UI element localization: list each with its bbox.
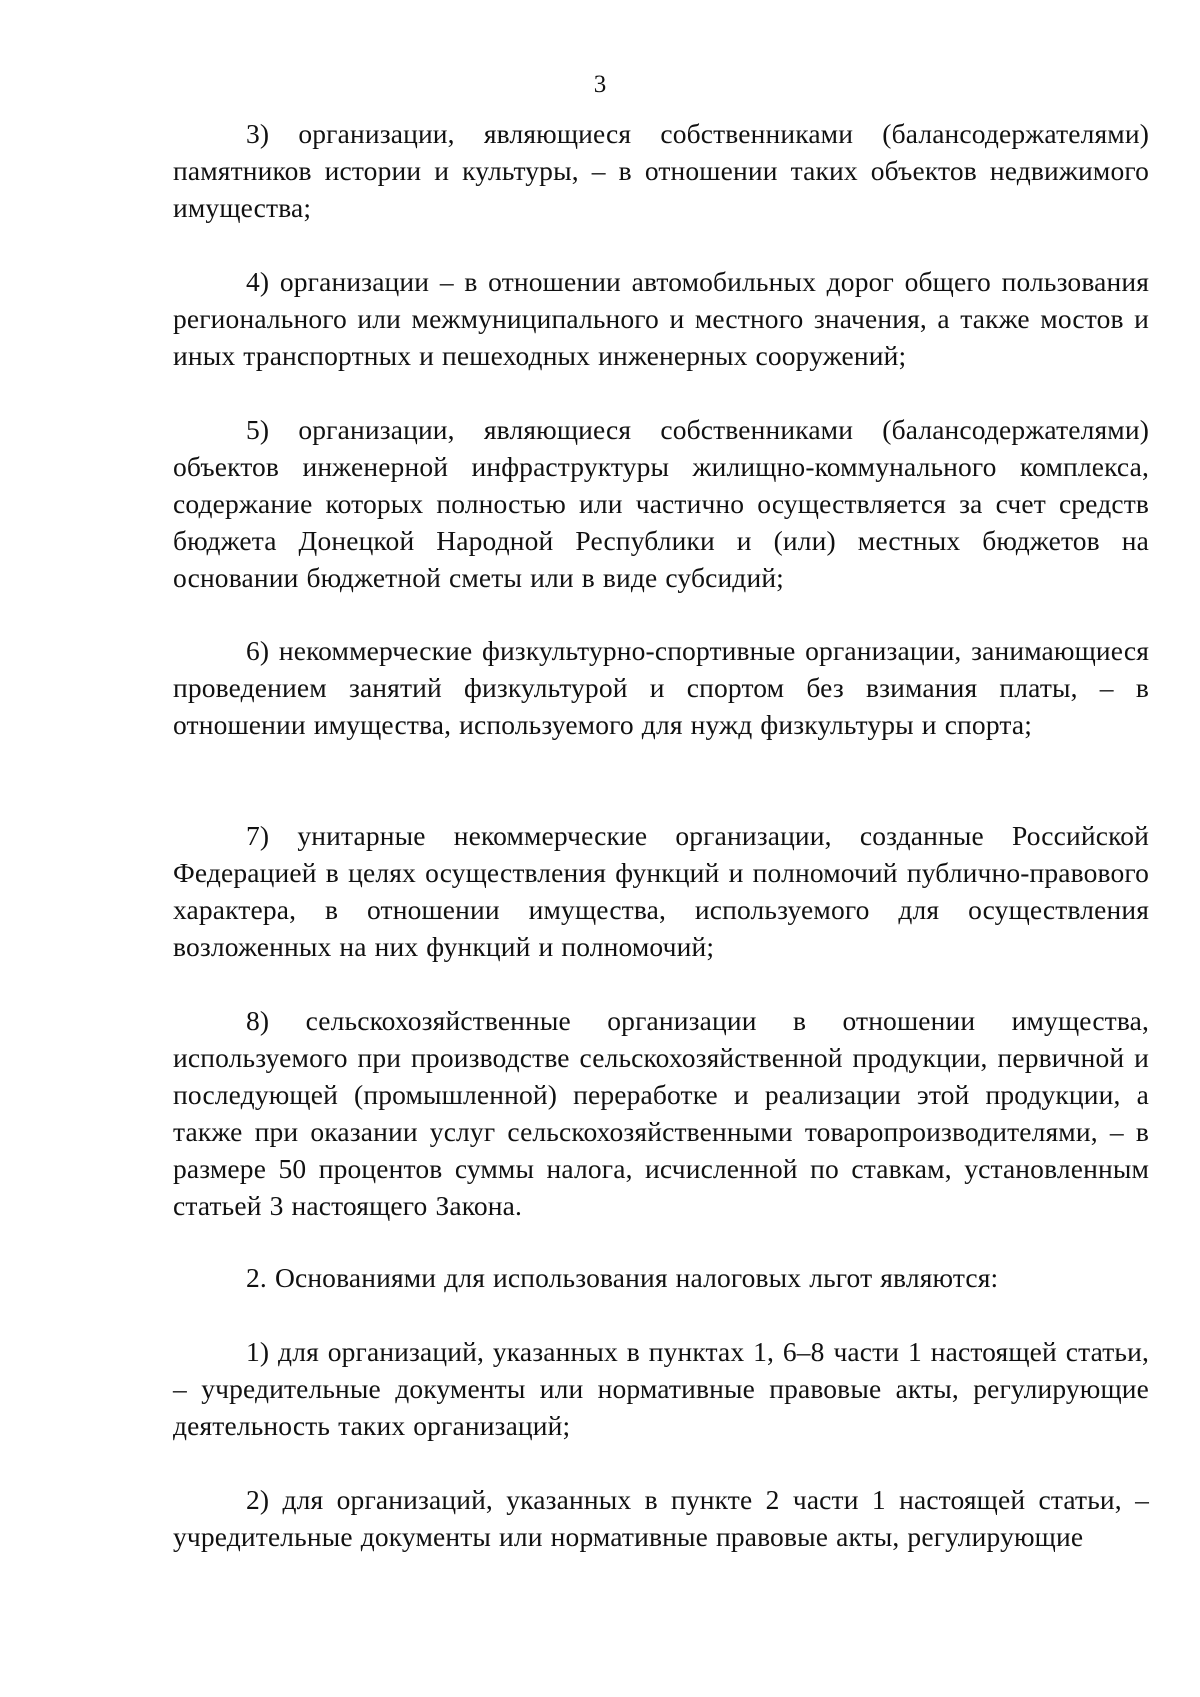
paragraph-part-2-item-1: 1) для организаций, указанных в пунктах 1, 6–8 части 1 настоящей статьи, – учредительные документы или нормативные правовые акты, регулирующие деятельность таких организаций; — [173, 1336, 1149, 1441]
paragraph-item-6-sports: 6) некоммерческие физкультурно-спортивные организации, занимающиеся проведением занятий физкультурой и спортом без взимания платы, – в отношении имущества, используемого для нужд физкультуры и спорта; — [173, 635, 1149, 740]
paragraph-item-7-unitary: 7) унитарные некоммерческие организации, созданные Российской Федерацией в целях осуществления функций и полномочий публично-правового характера, в отношении имущества, используемого для осуществления возложенных на них функций и полномочий; — [173, 820, 1149, 962]
paragraph-item-8-agricultural: 8) сельскохозяйственные организации в отношении имущества, используемого при производстве сельскохозяйственной продукции, первичной и последующей (промышленной) переработке и реализации этой продукции, а также при оказании услуг сельскохозяйственными товаропроизводителями, – в размере 50 процентов суммы налога, исчисленной по ставкам, установленным статьей 3 настоящего Закона. — [173, 1005, 1149, 1221]
page-number: 3 — [593, 71, 607, 98]
paragraph-item-5-infrastructure: 5) организации, являющиеся собственниками (балансодержателями) объектов инженерной инфраструктуры жилищно-коммунального комплекса, содержание которых полностью или частично осуществляется за счет средств бюджета Донецкой Народной Республики и (или) местных бюджетов на основании бюджетной сметы или в виде субсидий; — [173, 414, 1149, 593]
paragraph-item-3-monuments: 3) организации, являющиеся собственниками (балансодержателями) памятников истории и культуры, – в отношении таких объектов недвижимого имущества; — [173, 118, 1149, 223]
paragraph-item-4-roads: 4) организации – в отношении автомобильных дорог общего пользования регионального или межмуниципального и местного значения, а также мостов и иных транспортных и пешеходных инженерных сооружений; — [173, 266, 1149, 371]
paragraph-part-2-item-2: 2) для организаций, указанных в пункте 2 части 1 настоящей статьи, – учредительные документы или нормативные правовые акты, регулирующие — [173, 1484, 1149, 1552]
paragraph-part-2-heading: 2. Основаниями для использования налоговых льгот являются: — [246, 1262, 999, 1293]
